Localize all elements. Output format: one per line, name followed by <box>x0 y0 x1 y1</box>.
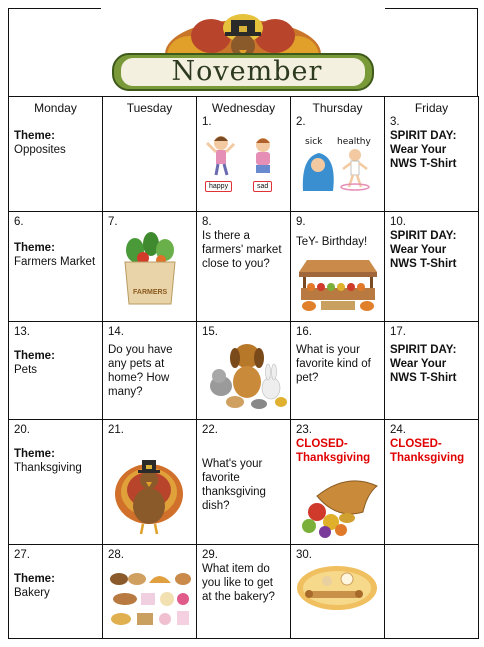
day-cell-nov-27 <box>9 545 103 639</box>
theme-label: Theme: <box>14 448 55 460</box>
date-number: 13. <box>14 326 30 338</box>
date-number: 14. <box>108 326 124 338</box>
date-number: 8. <box>202 216 212 228</box>
calendar-grid <box>8 96 479 639</box>
question-text: What's your favorite thanksgiving dish? <box>202 458 266 512</box>
day-cell-nov-14 <box>103 322 197 420</box>
day-cell-nov-28 <box>103 545 197 639</box>
date-number: 23. <box>296 424 312 436</box>
spirit-day-text: SPIRIT DAY: Wear Your NWS T-Shirt <box>390 344 457 384</box>
day-cell-empty <box>385 545 479 639</box>
market-stall-illustration <box>295 256 381 312</box>
day-cell-nov-15 <box>197 322 291 420</box>
day-cell-tuesday <box>103 97 197 212</box>
day-cell-nov-21 <box>103 420 197 545</box>
question-text: What is your favorite kind of pet? <box>296 344 371 384</box>
week-row <box>9 322 479 420</box>
date-number: 22. <box>202 424 218 436</box>
theme-value: Thanksgiving <box>14 462 82 474</box>
question-text: What item do you like to get at the bakery? <box>202 563 275 603</box>
weekday-header: Tuesday <box>126 101 173 115</box>
day-cell-nov-10 <box>385 212 479 322</box>
theme-value: Farmers Market <box>14 256 96 268</box>
date-number: 16. <box>296 326 312 338</box>
spirit-day-text: SPIRIT DAY: Wear Your NWS T-Shirt <box>390 230 457 270</box>
date-number: 3. <box>390 116 400 128</box>
question-text: Do you have any pets at home? How many? <box>108 344 173 398</box>
date-number: 9. <box>296 216 306 228</box>
date-number: 7. <box>108 216 118 228</box>
birthday-text: TeY- Birthday! <box>296 236 368 248</box>
header-rule-left <box>9 8 101 9</box>
closed-text: CLOSED-Thanksgiving <box>296 438 371 464</box>
day-cell-nov-1 <box>197 97 291 212</box>
day-cell-nov-6 <box>9 212 103 322</box>
sick-label: sick <box>305 137 323 147</box>
day-cell-nov-13 <box>9 322 103 420</box>
turkey-illustration <box>109 452 189 536</box>
day-cell-nov-7 <box>103 212 197 322</box>
header-rule-right <box>385 8 477 9</box>
day-cell-nov-3 <box>385 97 479 212</box>
happy-label: happy <box>205 181 232 192</box>
healthy-label: healthy <box>337 137 371 147</box>
day-cell-nov-16 <box>291 322 385 420</box>
question-text: Is there a farmers' market close to you? <box>202 230 282 270</box>
theme-value: Pets <box>14 364 38 376</box>
sick-healthy-illustration <box>297 147 377 193</box>
date-number: 30. <box>296 549 312 561</box>
closed-text: CLOSED-Thanksgiving <box>390 438 465 464</box>
spirit-day-text: SPIRIT DAY: Wear Your NWS T-Shirt <box>390 130 457 170</box>
day-cell-nov-24 <box>385 420 479 545</box>
day-cell-nov-30 <box>291 545 385 639</box>
theme-label: Theme: <box>14 130 55 142</box>
theme-label: Theme: <box>14 350 55 362</box>
weekday-header: Friday <box>414 101 449 115</box>
theme-value: Bakery <box>14 587 50 599</box>
day-cell-nov-29 <box>197 545 291 639</box>
bakery-items-illustration <box>107 569 193 631</box>
date-number: 24. <box>390 424 406 436</box>
day-cell-monday <box>9 97 103 212</box>
banner-title: November <box>171 56 323 87</box>
week-row <box>9 212 479 322</box>
date-number: 28. <box>108 549 124 561</box>
calendar-header <box>8 8 478 96</box>
farmers-bag-text: FARMERS <box>133 289 168 296</box>
calendar-page <box>8 8 478 640</box>
sad-label: sad <box>253 181 272 192</box>
date-number: 10. <box>390 216 406 228</box>
date-number: 21. <box>108 424 124 436</box>
day-cell-nov-23 <box>291 420 385 545</box>
pets-illustration <box>199 336 289 412</box>
date-number: 17. <box>390 326 406 338</box>
weekday-header: Monday <box>34 101 77 115</box>
weekday-header: Wednesday <box>211 101 276 115</box>
week-row <box>9 97 479 212</box>
day-cell-nov-17 <box>385 322 479 420</box>
date-number: 2. <box>296 116 306 128</box>
theme-label: Theme: <box>14 242 55 254</box>
day-cell-nov-20 <box>9 420 103 545</box>
week-row <box>9 420 479 545</box>
date-number: 20. <box>14 424 30 436</box>
weekday-header: Thursday <box>312 101 363 115</box>
day-cell-nov-22 <box>197 420 291 545</box>
date-number: 1. <box>202 116 212 128</box>
baking-illustration <box>295 563 379 613</box>
day-cell-nov-9 <box>291 212 385 322</box>
day-cell-nov-8 <box>197 212 291 322</box>
theme-value: Opposites <box>14 144 66 156</box>
day-cell-nov-2 <box>291 97 385 212</box>
week-row <box>9 545 479 639</box>
date-number: 29. <box>202 549 218 561</box>
theme-label: Theme: <box>14 573 55 585</box>
date-number: 27. <box>14 549 30 561</box>
cornucopia-illustration <box>297 472 379 540</box>
date-number: 6. <box>14 216 24 228</box>
date-number: 15. <box>202 326 218 338</box>
november-banner <box>103 14 383 94</box>
